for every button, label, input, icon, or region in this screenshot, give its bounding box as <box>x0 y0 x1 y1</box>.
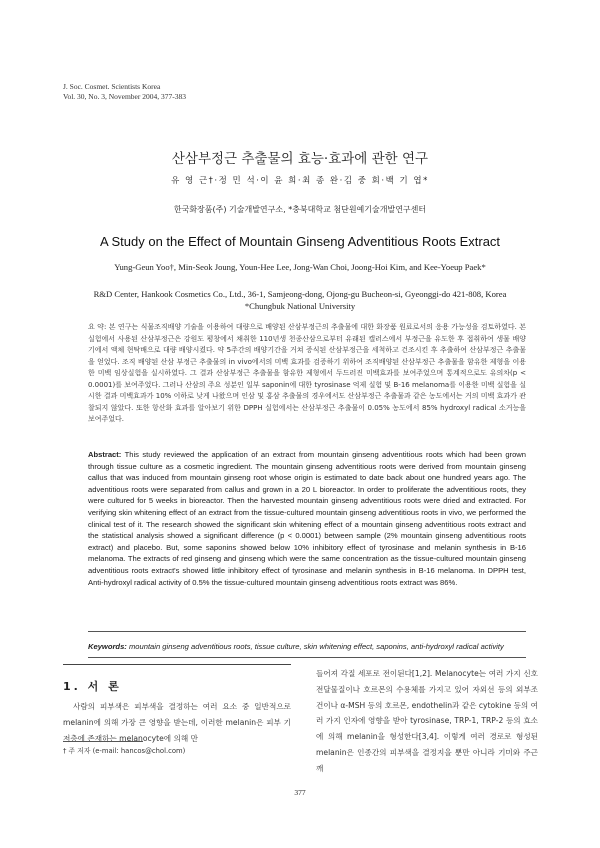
korean-abstract-text: 본 연구는 식물조직배양 기술을 이용하여 대량으로 배양된 산삼부정근의 추출물에 대한 화장품 원료로서의 응용 가능성을 검토하였다. 본 실험에서 사용된 산삼부정근은 강원도 평창에서 채취한 110년생 천종산삼으로부터 유래된 캘러스에서 부정근을 유도한 후 접취하여 생물 배양기에서 액체 현탁배으로 대량 배양시켰다. 약 5주간의 배양기간을 거쳐 증식된 산삼부정근을 세척하고 건조시킨 후 추출하여 산삼부정근 추출물을 얻었다. 조직 배양된 산삼 부정근 추출물의 in vivo에서의 미백 효과를 검증하기 위하여 조직배양된 산삼부정근 추출물을 함유한 제형을 이용한 미백 임상실험을 실시하였다. 그 결과 산삼부정근 추출물을 함유한 제형에서 두드러진 미백효과를 보여주었으며 통계적으로도 유의차(p < 0.0001)를 보여주었다. 그러나 산삼의 주요 성분인 일부 saponin에 대한 tyrosinase 억제 실험 및 B-16 melanoma를 이용한 미백 실험을 실시한 결과 미백효과가 10% 이하로 낮게 나왔으며 인삼 및 홍삼 추출물의 경우에서도 산삼부정근 추출물과 같은 농도에서는 거의 미백 효과가 관찰되지 않았다. 또한 항산화 효과를 알아보기 위한 DPPH 실험에서는 산삼부정근 추출물이 0.05% 농도에서 85% hydroxyl radical 소거능을 보여주었다. <box>88 323 527 423</box>
affiliation-line-2: *Chungbuk National University <box>244 300 356 311</box>
right-column <box>316 666 538 777</box>
english-title: A Study on the Effect of Mountain Ginseng Adventitious Roots Extract <box>99 234 501 249</box>
abstract-label: Abstract: <box>88 450 122 459</box>
intro-paragraph-right: 들어져 각질 세포로 전이된다[1,2]. Melanocyte는 여러 가지 신호 전달물질이나 호르몬의 수용체를 가지고 있어 자외선 등의 외부조건이나 α-MSH 등의 호르몬, endothelin과 같은 cytokine 등의 여러 가지 인자에 영향을 받아 tyrosinase, TRP-1, TRP-2 등의 효소에 의해 melanin을 형성한다[3,4]. 이렇게 여러 경로로 형성된 melanin은 인종간의 피부색을 결정지을 뿐만 아니라 기미와 주근깨 <box>316 669 538 773</box>
left-column <box>63 699 291 746</box>
journal-header <box>63 82 186 102</box>
abstract-text: This study reviewed the application of an extract from mountain ginseng adventitious roots which had been grown through tissue culture as a cosmetic ingredient. The mountain ginseng adventitious roots were derived from mountain ginseng callus that was induced from mountain ginseng root whose origin is estimated to date back about one hundred years ago. The adventitious roots were separated from callus and grown in a 20 L bioreactor. In order to proliferate the adventitious roots, they were cultured for 5 weeks in bioreactor. Then the harvested mountain ginseng adventitious roots were dried and extracted. For verifying skin whitening effect of an extract from the tissue-cultured mountain ginseng adventitious roots in vivo, we performed the clinical test of it. The research showed the significant skin whitening effect of a mountain ginseng adventitious roots extract and the statistical analysis showed a significant difference (p < 0.0001) between sample (2% mountain ginseng adventitious roots extract) and placebo. But, some saponins showed below 10% inhibitory effect of tyrosinase and melanin synthesis in B-16 melanoma. The extracts of red ginseng and ginseng which were the same concentration as the tissue-cultured mountain ginseng adventitious roots extract's showed little inhibitory effect of tyrosinase and melanin synthesis in B-16 melanoma. In DPPH test, Anti-hydroxyl radical activity of 0.5% the tissue-cultured mountain ginseng adventitious roots extract was 86%. <box>88 450 526 587</box>
affiliation-line-1: R&D Center, Hankook Cosmetics Co., Ltd., 36-1, Samjeong-dong, Ojong-gu Bucheon-si, Gyeonggi-do 421-808, Korea <box>93 289 507 299</box>
keywords-top-rule <box>88 631 526 632</box>
korean-authors: 유 영 근†·정 민 석·이 윤 희·최 종 완·김 중 회·백 기 엽* <box>171 176 429 186</box>
intro-paragraph-left: 사람의 피부색은 피부색을 결정하는 여러 요소 중 일반적으로 melanin에 의해 가장 큰 영향을 받는데, 이러한 melanin은 피부 기저층에 존재하는 melanocyte에 의해 만 <box>63 702 291 743</box>
footnote-rule <box>63 741 143 742</box>
keywords <box>88 642 526 651</box>
footnote: † 주 저자 (e-mail: hancos@chol.com) <box>63 747 186 755</box>
korean-affiliation: 한국화장품(주) 기술개발연구소, *충북대학교 첨단원예기술개발연구센터 <box>173 205 427 214</box>
korean-abstract-label: 요 약: <box>88 323 107 331</box>
english-affiliation <box>0 289 600 312</box>
page-number: 377 <box>294 788 306 797</box>
section-rule <box>63 664 291 665</box>
journal-name: J. Soc. Cosmet. Scientists Korea <box>63 82 161 91</box>
keywords-bottom-rule <box>88 657 526 658</box>
english-authors: Yung-Geun Yoo†, Min-Seok Joung, Youn-Hee Lee, Jong-Wan Choi, Joong-Hoi Kim, and Kee-Yoeup Paek* <box>114 262 486 272</box>
section-heading: 1. 서 론 <box>63 680 122 693</box>
english-abstract <box>88 449 526 588</box>
journal-volume: Vol. 30, No. 3, November 2004, 377-383 <box>63 92 186 101</box>
korean-abstract <box>88 322 526 426</box>
korean-title: 산삼부정근 추출물의 효능·효과에 관한 연구 <box>171 151 429 167</box>
keywords-label: Keywords: <box>88 642 127 651</box>
keywords-text: mountain ginseng adventitious roots, tissue culture, skin whitening effect, saponins, anti-hydroxyl radical activity <box>128 642 504 651</box>
